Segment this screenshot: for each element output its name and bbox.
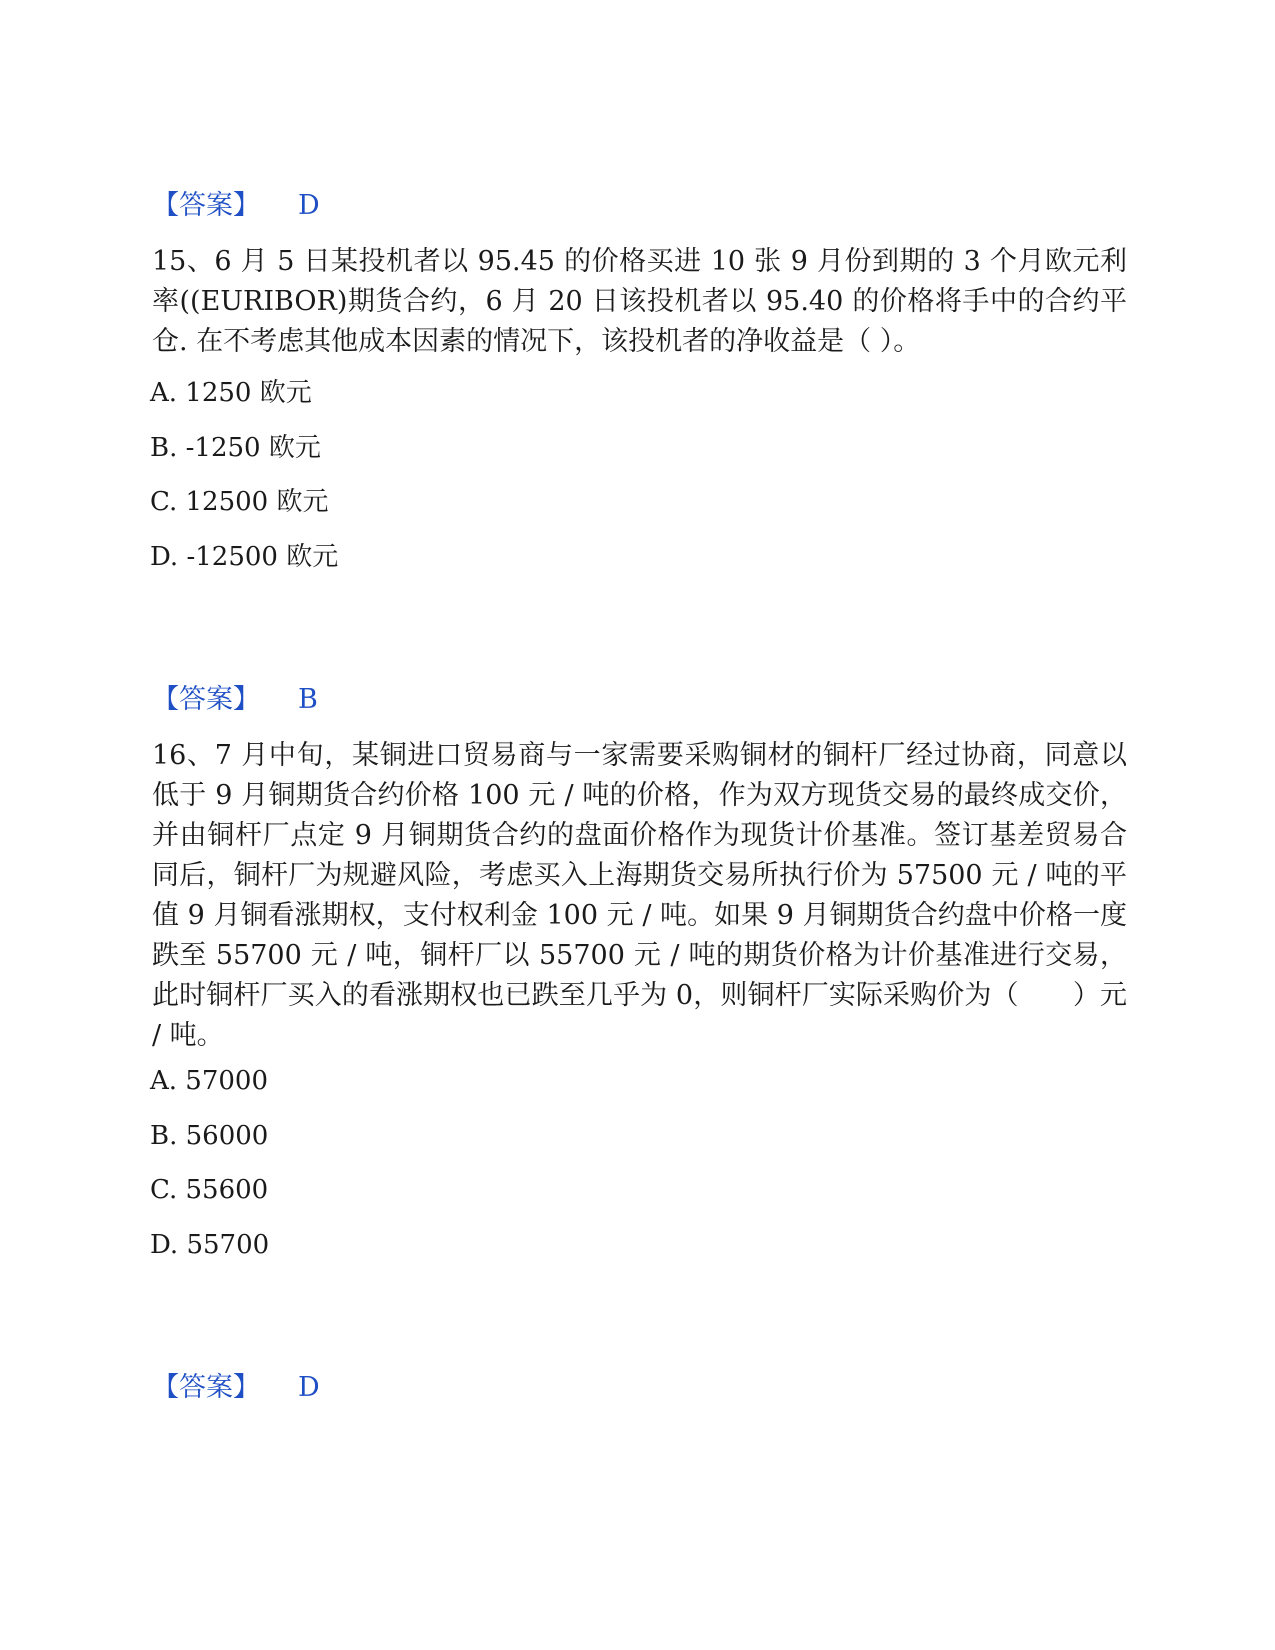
answer-value: D xyxy=(298,190,320,221)
answer-line-16 xyxy=(152,1370,320,1406)
q16-option-a: A. 57000 xyxy=(150,1066,269,1096)
answer-label: 【答案】 xyxy=(152,684,260,715)
answer-label: 【答案】 xyxy=(152,1372,260,1403)
q15-option-d: D. -12500 欧元 xyxy=(150,542,339,572)
answer-line-14 xyxy=(152,188,320,224)
q15-option-b: B. -1250 欧元 xyxy=(150,433,321,463)
answer-label: 【答案】 xyxy=(152,190,260,221)
q16-option-c: C. 55600 xyxy=(150,1175,269,1205)
answer-line-15 xyxy=(152,682,318,718)
q16-option-d: D. 55700 xyxy=(150,1230,270,1260)
q15-option-c: C. 12500 欧元 xyxy=(150,487,329,517)
answer-value: D xyxy=(298,1372,320,1403)
answer-value: B xyxy=(298,684,318,715)
q16-option-b: B. 56000 xyxy=(150,1121,269,1151)
q15-option-a: A. 1250 欧元 xyxy=(150,378,312,408)
question-15-stem: 15、6 月 5 日某投机者以 95.45 的价格买进 10 张 9 月份到期的 3 个月欧元利率((EURIBOR)期货合约，6 月 20 日该投机者以 95.40 的价格将手中的合约平仓. 在不考虑其他成本因素的情况下，该投机者的净收益是（ ）。 xyxy=(152,246,1127,357)
question-16-stem: 16、7 月中旬，某铜进口贸易商与一家需要采购铜材的铜杆厂经过协商，同意以低于 9 月铜期货合约价格 100 元 / 吨的价格，作为双方现货交易的最终成交价，并由铜杆厂点定 9 月铜期货合约的盘面价格作为现货计价基准。签订基差贸易合同后，铜杆厂为规避风险，考虑买入上海期货交易所执行价为 57500 元 / 吨的平值 9 月铜看涨期权，支付权利金 100 元 / 吨。如果 9 月铜期货合约盘中价格一度跌至 55700 元 / 吨，铜杆厂以 55700 元 / 吨的期货价格为计价基准进行交易，此时铜杆厂买入的看涨期权也已跌至几乎为 0，则铜杆厂实际采购价为（ ）元 / 吨。 xyxy=(152,740,1127,1051)
